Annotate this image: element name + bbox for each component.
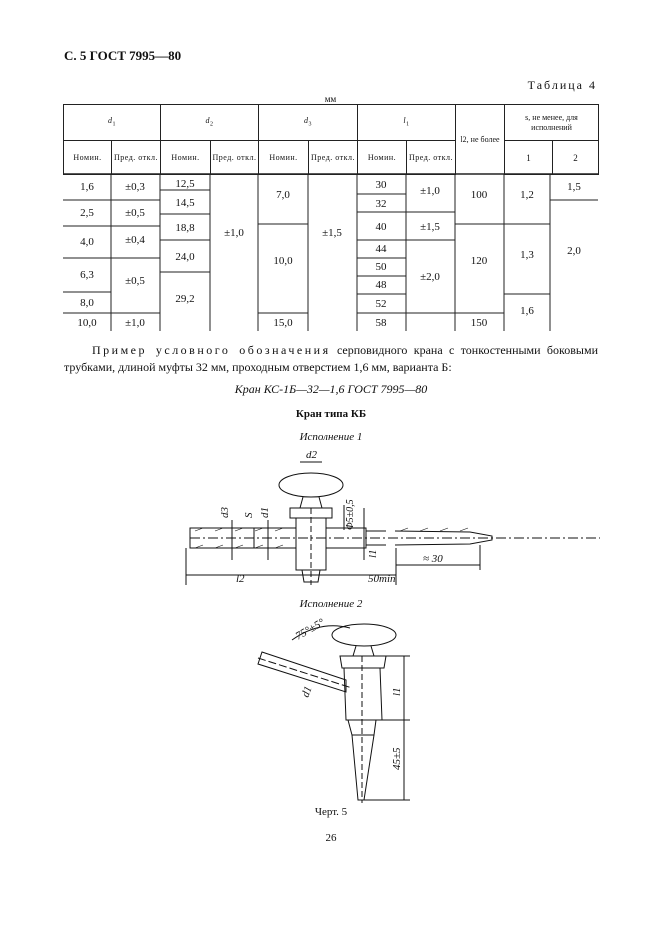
handle-shape: [279, 473, 343, 497]
variant-1-label: Исполнение 1: [299, 431, 363, 443]
figure-caption: Черт. 5: [314, 806, 348, 818]
header-d2: $d_2$: [161, 105, 259, 141]
col-pred: Пред. откл.: [407, 141, 456, 175]
l1-tol: ±1,5: [420, 221, 440, 233]
col-nom: Номин.: [161, 141, 211, 175]
l1-tol: ±1,0: [420, 185, 440, 197]
d1-nom: 1,6: [80, 181, 94, 193]
d2-tol: ±1,0: [224, 227, 244, 239]
l1-nom: 58: [375, 317, 387, 329]
col-nom: Номин.: [64, 141, 112, 175]
label-d1: d1: [259, 507, 271, 518]
label-d1-v2: d1: [299, 684, 315, 700]
d2-nom: 18,8: [175, 222, 195, 234]
label-d3: d3: [219, 507, 231, 518]
header-l1: $l_1$: [358, 105, 456, 141]
example-text: серповидного крана с тонкостенными боковыми трубками, длиной муфты 32 мм, проходным отверстием 1,6 мм, варианта Б:: [64, 343, 598, 374]
header-l2: l2, не более: [456, 105, 505, 175]
l1-nom: 48: [375, 279, 387, 291]
example-designation: Кран КС-1Б—32—1,6 ГОСТ 7995—80: [234, 382, 428, 396]
col-nom: Номин.: [259, 141, 309, 175]
s1-val: 1,3: [520, 249, 534, 261]
col-pred: Пред. откл.: [309, 141, 358, 175]
l2-val: 100: [470, 189, 488, 201]
l1-nom: 30: [375, 179, 387, 191]
header-s: s, не менее, для исполнений: [505, 105, 599, 141]
col-nom: Номин.: [358, 141, 407, 175]
page-number: 26: [325, 832, 337, 844]
section-title: Кран типа КБ: [295, 408, 367, 420]
l1-tol: ±2,0: [420, 271, 440, 283]
page-header: С. 5 ГОСТ 7995—80: [64, 48, 182, 63]
d1-nom: 2,5: [80, 207, 94, 219]
d2-nom: 12,5: [175, 178, 195, 190]
label-approx30: ≈ 30: [423, 553, 443, 565]
d1-tol: ±0,3: [125, 181, 145, 193]
d1-nom: 8,0: [80, 297, 94, 309]
l2-val: 150: [470, 317, 488, 329]
d1-nom: 4,0: [80, 236, 94, 248]
header-d1: $d_1$: [64, 105, 161, 141]
example-lead: Пример условного обозначения: [92, 343, 331, 357]
label-phi: Φ5±0,5: [345, 499, 356, 530]
l1-nom: 52: [375, 298, 387, 310]
d2-nom: 14,5: [175, 197, 195, 209]
col-pred: Пред. откл.: [211, 141, 259, 175]
header-d3: $d_3$: [259, 105, 358, 141]
label-s: S: [243, 512, 255, 518]
d1-nom: 10,0: [77, 317, 97, 329]
l2-val: 120: [470, 255, 488, 267]
label-angle: 75°±5°: [293, 616, 327, 643]
d1-tol: ±0,5: [125, 207, 145, 219]
d1-tol: ±0,4: [125, 234, 145, 246]
l1-nom: 44: [375, 243, 387, 255]
d3-nom: 7,0: [276, 189, 290, 201]
d2-nom: 24,0: [175, 251, 195, 263]
d1-tol: ±1,0: [125, 317, 145, 329]
label-d2: d2: [306, 449, 317, 461]
label-l1: l1: [367, 549, 379, 558]
s1-val: 1,2: [520, 189, 534, 201]
label-len45: 45±5: [391, 747, 403, 770]
d3-tol: ±1,5: [322, 227, 342, 239]
s2-val: 1,5: [567, 181, 581, 193]
d2-nom: 29,2: [175, 293, 195, 305]
d3-nom: 15,0: [273, 317, 293, 329]
label-l1-v2: l1: [391, 687, 403, 696]
col-exec-2: 2: [553, 141, 599, 175]
d3-nom: 10,0: [273, 255, 293, 267]
s2-val: 2,0: [567, 245, 581, 257]
l1-nom: 40: [375, 221, 387, 233]
variant-2-label: Исполнение 2: [299, 598, 363, 610]
col-exec-1: 1: [505, 141, 553, 175]
col-pred: Пред. откл.: [112, 141, 161, 175]
d1-tol: ±0,5: [125, 275, 145, 287]
table-caption: Таблица 4: [527, 78, 597, 92]
label-l2: l2: [236, 573, 245, 585]
label-min50: 50min: [368, 573, 396, 585]
l1-nom: 32: [375, 198, 387, 210]
l1-nom: 50: [375, 261, 387, 273]
s1-val: 1,6: [520, 305, 534, 317]
unit-label: мм: [324, 94, 337, 104]
d1-nom: 6,3: [80, 269, 94, 281]
